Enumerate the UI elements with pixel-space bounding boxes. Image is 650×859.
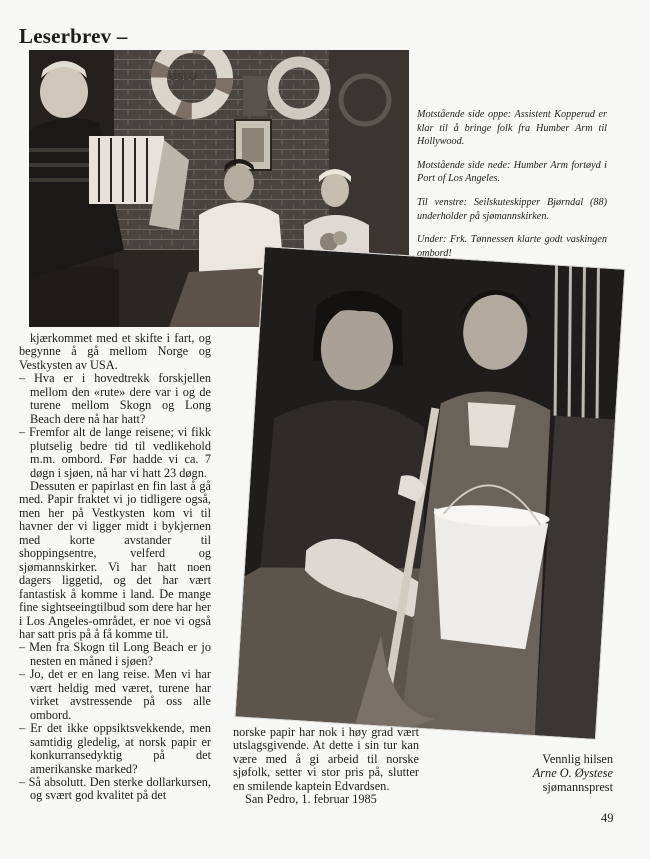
question-paragraph: – Men fra Skogn til Long Beach er jo nesten en måned i sjøen? <box>19 640 211 668</box>
signature-title: sjømannsprest <box>542 780 613 795</box>
caption-below-photo: Under: Frk. Tønnessen klarte godt vaskingen ombord! <box>417 234 607 259</box>
photo-bucket-women <box>236 247 625 739</box>
caption-bottom-opposite: Motstående side nede: Humber Arm fortøyd i Port of Los Angeles. <box>417 159 607 185</box>
signature-greeting: Vennlig hilsen <box>542 752 613 766</box>
page-heading: Leserbrev – <box>19 24 128 48</box>
caption-top-opposite: Motstående side oppe: Assistent Kopperud er klar til å bringe folk fra Humber Arm til Hollywood. <box>417 109 607 148</box>
lifebuoy-text: OSLO <box>169 72 197 83</box>
paragraph: kjærkommet med et skifte i fart, og begynne å gå mellom Norge og Vestkysten av USA. <box>19 331 211 372</box>
signature-block <box>416 752 626 795</box>
answer-paragraph: – Fremfor alt de lange reisene; vi fikk plutselig bedre tid til vedlikehold m.m. ombord. Før hadde vi ca. 7 døgn i sjøen, nå har vi hatt 23 døgn. <box>19 425 211 480</box>
closing-paragraph: norske papir har nok i høy grad vært utslagsgivende. At dette i sin tur kan være med å gi arbeid til norske sjøfolk, setter vi stor pris på, slutter en smilende kaptein Edvardsen. <box>233 725 419 793</box>
photo-captions <box>417 108 607 270</box>
article-column-2 <box>233 726 419 793</box>
article-column-1 <box>19 332 211 803</box>
caption-left-photo: Til venstre: Seilskuteskipper Bjørndal (88) underholder på sjømannskirken. <box>417 196 607 222</box>
answer-paragraph: – Så absolutt. Den sterke dollarkursen, og svært god kvalitet på det <box>19 774 211 803</box>
paragraph: Dessuten er papirlast en fin last å gå med. Papir fraktet vi jo tidligere også, men her på Vestkysten kom vi til havner der vi ligger midt i bykjernen med korte avstander til shoppingsentre, velferd og sjømannskirker. Vi har hatt noen dagers liggetid, og det har vært fantastisk å komme i land. De mange fine sightseeingtilbud som dere har her i Los Angeles-området, er noe vi også har satt pris på å få komme til. <box>19 478 211 641</box>
answer-paragraph: – Jo, det er en lang reise. Men vi har vært heldig med været, turene har virket avstressende på oss alle ombord. <box>19 667 211 722</box>
dateline: San Pedro, 1. februar 1985 <box>245 792 377 806</box>
page-number: 49 <box>601 811 614 825</box>
signature-name: Arne O. Øystese <box>532 766 613 781</box>
question-paragraph: – Hva er i hovedtrekk forskjellen mellom den «rute» dere var i og de turene mellom Skogn og Long Beach dere nå har hatt? <box>19 371 211 426</box>
question-paragraph: – Er det ikke oppsiktsvekkende, men samtidig gledelig, at norsk papir er konkurransedyktig på det amerikanske marked? <box>19 721 211 776</box>
